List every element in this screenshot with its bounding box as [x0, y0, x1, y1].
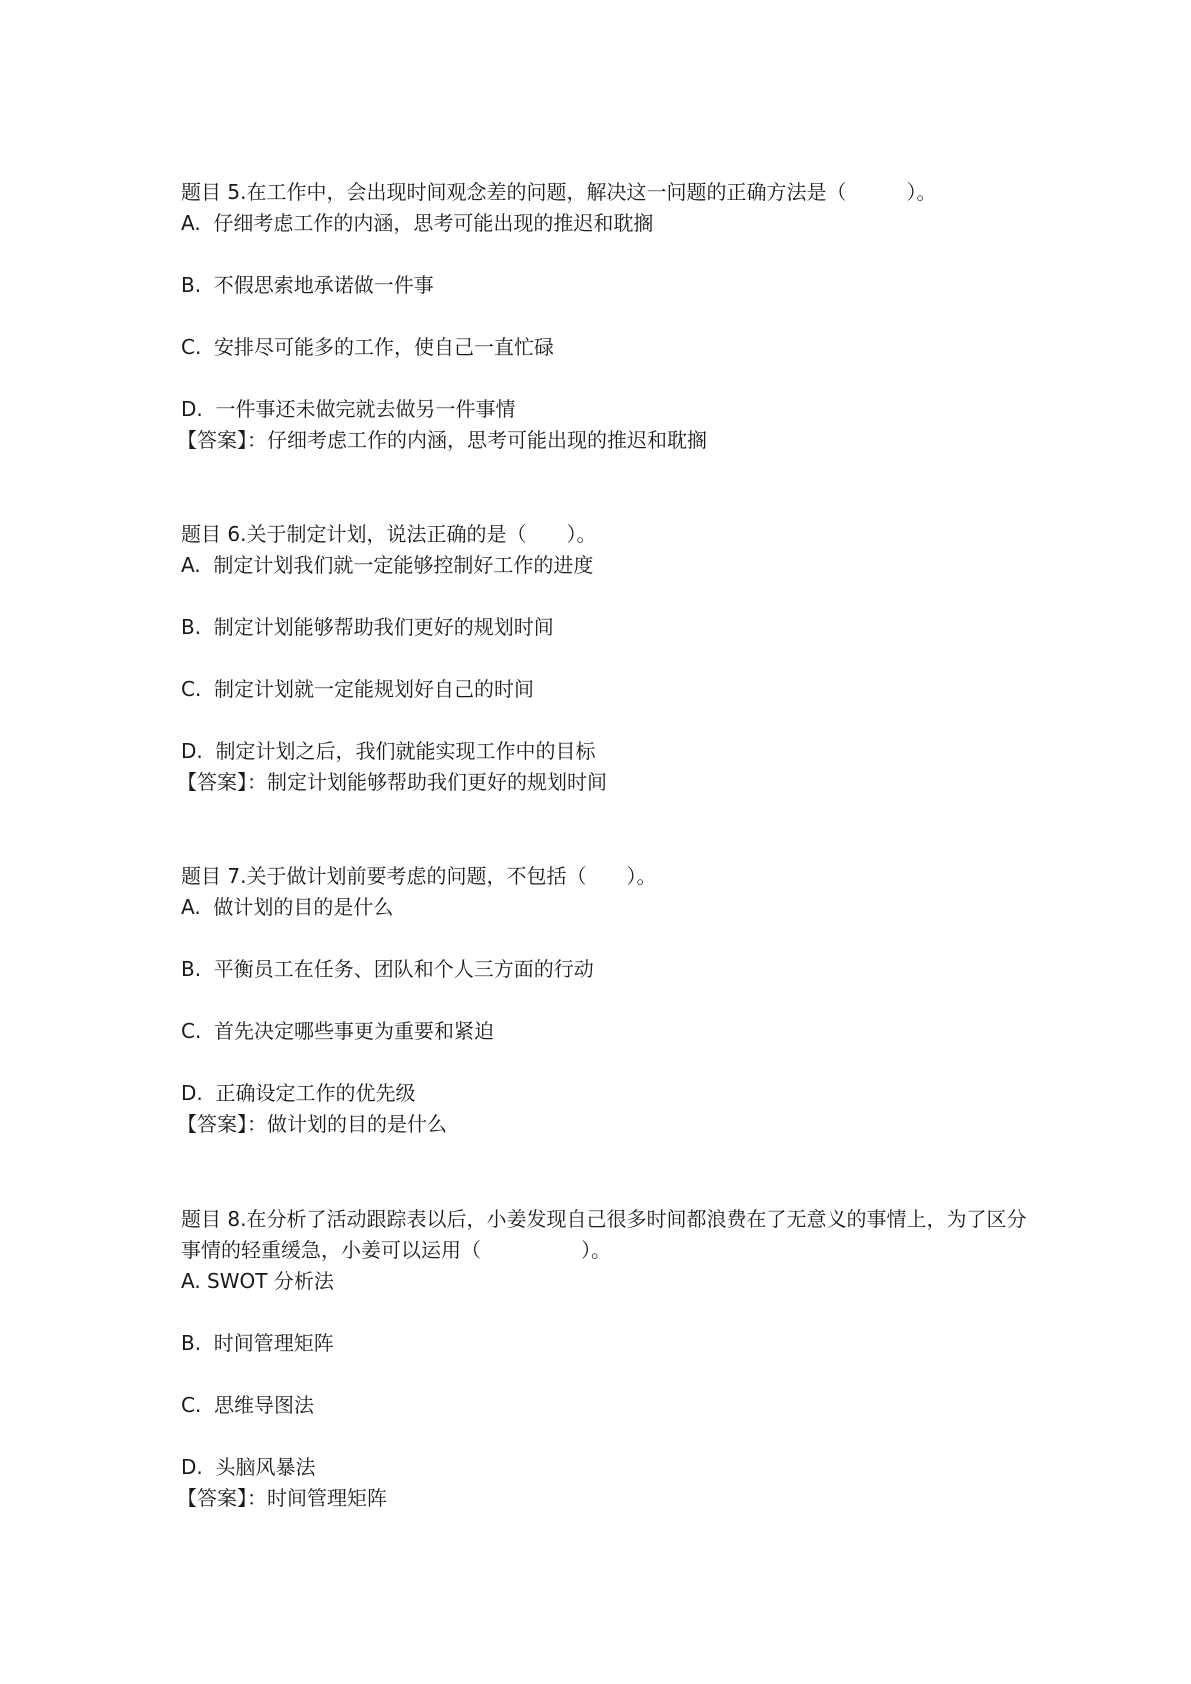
- answer-text: 【答案】：时间管理矩阵: [177, 1486, 387, 1510]
- option-d: D. 头脑风暴法: [181, 1455, 316, 1479]
- question-stem: 题目 7.关于做计划前要考虑的问题，不包括（ ）。: [181, 864, 657, 888]
- option-a: A. 制定计划我们就一定能够控制好工作的进度: [181, 553, 594, 577]
- question-stem: 题目 8.在分析了活动跟踪表以后，小姜发现自己很多时间都浪费在了无意义的事情上，为了区分事情的轻重缓急，小姜可以运用（ ）。: [181, 1207, 1027, 1262]
- option-c: C. 思维导图法: [181, 1393, 315, 1417]
- option-a: A. 仔细考虑工作的内涵，思考可能出现的推迟和耽搁: [181, 211, 654, 235]
- question-stem: 题目 5.在工作中，会出现时间观念差的问题，解决这一问题的正确方法是（ ）。: [181, 180, 937, 204]
- option-d: D. 正确设定工作的优先级: [181, 1081, 416, 1105]
- option-b: B. 时间管理矩阵: [181, 1331, 334, 1355]
- option-a: A. SWOT 分析法: [181, 1269, 334, 1293]
- option-d: D. 一件事还未做完就去做另一件事情: [181, 397, 516, 421]
- question-6: [177, 519, 1031, 798]
- option-list: [181, 1266, 1031, 1483]
- option-list: [181, 892, 1031, 1109]
- option-c: C. 制定计划就一定能规划好自己的时间: [181, 677, 535, 701]
- option-d: D. 制定计划之后，我们就能实现工作中的目标: [181, 739, 596, 763]
- option-b: B. 平衡员工在任务、团队和个人三方面的行动: [181, 957, 594, 981]
- option-c: C. 安排尽可能多的工作，使自己一直忙碌: [181, 335, 555, 359]
- answer-text: 【答案】：做计划的目的是什么: [177, 1112, 447, 1136]
- question-7: [177, 861, 1031, 1140]
- option-b: B. 制定计划能够帮助我们更好的规划时间: [181, 615, 554, 639]
- question-stem: 题目 6.关于制定计划，说法正确的是（ ）。: [181, 522, 597, 546]
- question-5: [177, 177, 1031, 456]
- answer-text: 【答案】：仔细考虑工作的内涵，思考可能出现的推迟和耽搁: [177, 428, 707, 452]
- option-c: C. 首先决定哪些事更为重要和紧迫: [181, 1019, 495, 1043]
- option-a: A. 做计划的目的是什么: [181, 895, 394, 919]
- option-b: B. 不假思索地承诺做一件事: [181, 273, 434, 297]
- option-list: [181, 208, 1031, 425]
- answer-text: 【答案】：制定计划能够帮助我们更好的规划时间: [177, 770, 607, 794]
- option-list: [181, 550, 1031, 767]
- question-8: [177, 1204, 1031, 1514]
